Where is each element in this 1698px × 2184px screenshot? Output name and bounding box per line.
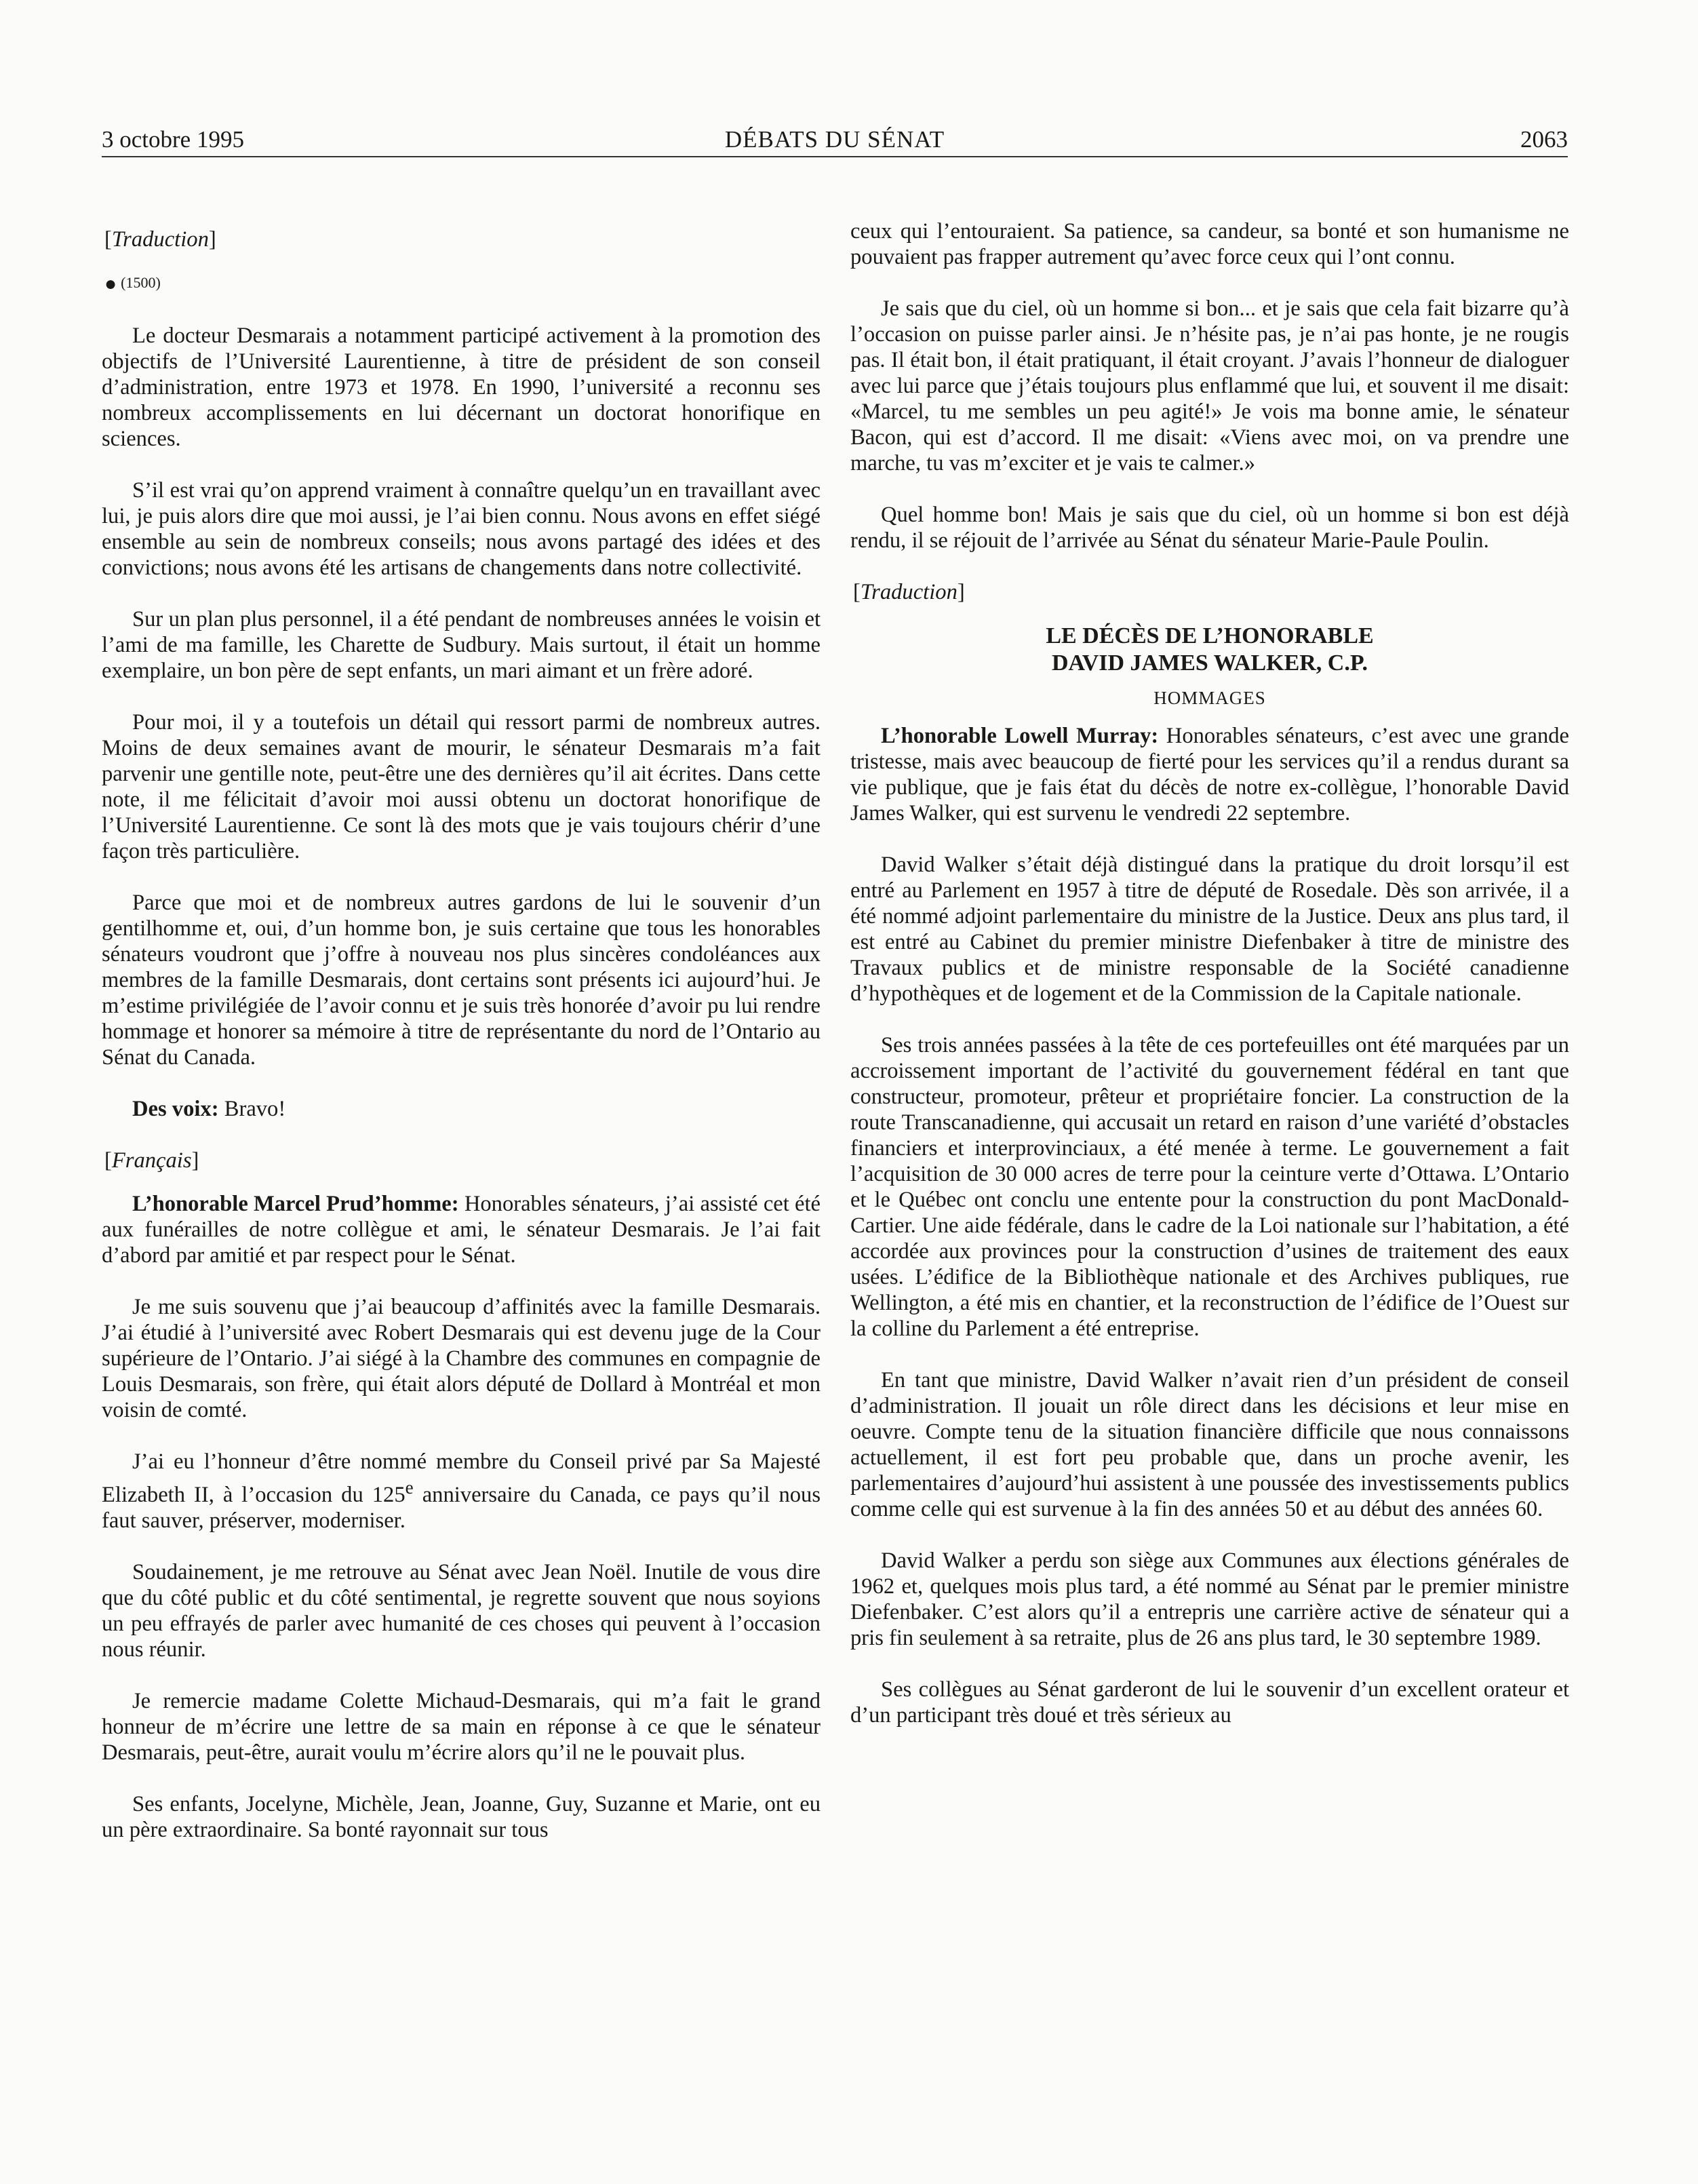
time-mark-text: (1500) <box>121 274 161 291</box>
paragraph: Le docteur Desmarais a notamment participé activement à la promotion des objectifs de l’Université Laurentienne, à titre de président de son conseil d’administration, entre 1973 et 1978. En 1990, l’université a reconnu ses nombreux accomplissements en lui décernant un doctorat honorifique en sciences. <box>102 323 821 451</box>
speech-text: Honorables sénateurs, j’ai assisté cet été aux funérailles de notre collègue et ami, le sénateur Desmarais. Je l’ai fait d’abord par amitié et par respect pour le Sénat. <box>102 1191 821 1268</box>
paragraph: Parce que moi et de nombreux autres gardons de lui le souvenir d’un gentilhomme et, oui, d’un homme bon, je suis certaine que tous les honorables sénateurs voudront que j’offre à nouveau nos plus sincères condoléances aux membres de la famille Desmarais, dont certains sont présents ici aujourd’hui. Je m’estime privilégiée de l’avoir connu et je suis très honorée d’avoir pu lui rendre hommage et honorer sa mémoire à titre de représentante du nord de l’Ontario au Sénat du Canada. <box>102 890 821 1070</box>
translation-tag: [Traduction] <box>853 580 965 604</box>
speaker-name: Des voix: <box>132 1096 219 1121</box>
speech-text: Bravo! <box>224 1096 286 1121</box>
paragraph-text: anniversaire du Canada, ce pays qu’il nous faut sauver, préserver, moderniser. <box>102 1482 821 1533</box>
translation-tag: [Traduction] <box>104 227 216 252</box>
heading-line: DAVID JAMES WALKER, C.P. <box>1051 650 1368 676</box>
section-heading <box>850 623 1569 677</box>
speaker-name: L’honorable Marcel Prud’homme: <box>132 1191 459 1216</box>
section-subheading: HOMMAGES <box>1153 688 1266 708</box>
right-column <box>850 218 1569 1754</box>
speech-paragraph <box>850 723 1569 826</box>
page-number: 2063 <box>1520 126 1568 153</box>
paragraph: Quel homme bon! Mais je sais que du ciel, où un homme si bon est déjà rendu, il se réjouit de l’arrivée au Sénat du sénateur Marie-Paule Poulin. <box>850 503 1569 553</box>
paragraph: Je remercie madame Colette Michaud-Desmarais, qui m’a fait le grand honneur de m’écrire une lettre de sa main en réponse à ce que le sénateur Desmarais, peut-être, aurait voulu m’écrire alors qu’il ne le pouvait plus. <box>102 1688 821 1765</box>
paragraph <box>102 1449 821 1534</box>
speech-paragraph <box>102 1191 821 1268</box>
paragraph: Je me suis souvenu que j’ai beaucoup d’affinités avec la famille Desmarais. J’ai étudié à l’université avec Robert Desmarais qui est devenu juge de la Cour supérieure de l’Ontario. J’ai siégé à la Chambre des communes en compagnie de Louis Desmarais, son frère, qui était alors député de Dollard à Montréal et mon voisin de comté. <box>102 1294 821 1422</box>
paragraph: David Walker a perdu son siège aux Communes aux élections générales de 1962 et, quelques mois plus tard, a été nommé au Sénat par le premier ministre Diefenbaker. C’est alors qu’il a entrepris une carrière active de sénateur qui a pris fin seulement à sa retraite, plus de 26 ans plus tard, le 30 septembre 1989. <box>850 1548 1569 1650</box>
paragraph: Ses collègues au Sénat garderont de lui le souvenir d’un excellent orateur et d’un participant très doué et très sérieux au <box>850 1677 1569 1728</box>
heading-line: LE DÉCÈS DE L’HONORABLE <box>1046 623 1374 648</box>
paragraph: David Walker s’était déjà distingué dans la pratique du droit lorsqu’il est entré au Parlement en 1957 à titre de député de Rosedale. Dès son arrivée, il a été nommé adjoint parlementaire du ministre de la Justice. Deux ans plus tard, il est entré au Cabinet du premier ministre Diefenbaker à titre de ministre des Travaux publics et de ministre responsable de la Société canadienne d’hypothèques et de logement et de la Commission de la Capitale nationale. <box>850 853 1569 1006</box>
language-tag: [Français] <box>104 1148 199 1173</box>
time-mark <box>104 270 821 297</box>
paragraph: Soudainement, je me retrouve au Sénat avec Jean Noël. Inutile de vous dire que du côté public et du côté sentimental, je regrette souvent que nous soyions un peu effrayés de parler avec humanité de ces choses qui peuvent à l’occasion nous réunir. <box>102 1559 821 1662</box>
paragraph: En tant que ministre, David Walker n’avait rien d’un président de conseil d’administration. Il jouait un rôle direct dans les décisions et leur mise en oeuvre. Compte tenu de la situation financière difficile que nous connaissons actuellement, il est fort peu probable que, dans un proche avenir, les parlementaires d’aujourd’hui assistent à une poussée des investissements publics comme celle qui est survenue à la fin des années 50 et au début des années 60. <box>850 1368 1569 1521</box>
speaker-name: L’honorable Lowell Murray: <box>881 724 1159 748</box>
paragraph: S’il est vrai qu’on apprend vraiment à connaître quelqu’un en travaillant avec lui, je puis alors dire que moi aussi, je l’ai bien connu. Nous avons en effet siégé ensemble au sein de nombreux conseils; nous avons partagé des idées et des convictions; nous avons été les artisans de changements dans notre collectivité. <box>102 477 821 580</box>
running-header <box>102 121 1568 157</box>
paragraph: ceux qui l’entouraient. Sa patience, sa candeur, sa bonté et son humanisme ne pouvaient pas frapper autrement qu’avec force ceux qui l’ont connu. <box>850 219 1569 269</box>
paragraph: Sur un plan plus personnel, il a été pendant de nombreuses années le voisin et l’ami de ma famille, les Charette de Sudbury. Mais surtout, il était un homme exemplaire, un bon père de sept enfants, un mari aimant et un frère adoré. <box>102 606 821 683</box>
paragraph: Je sais que du ciel, où un homme si bon... et je sais que cela fait bizarre qu’à l’occasion on puisse parler ainsi. Je n’hésite pas, je n’ai pas honte, je ne rougis pas. Il était bon, il était pratiquant, il était croyant. J’avais l’honneur de dialoguer avec lui parce que j’étais toujours plus enflammé que lui, et souvent il me disait: «Marcel, tu me sembles un peu agité!» Je vois ma bonne amie, le sénateur Bacon, qui est d’accord. Il me disait: «Viens avec moi, on va prendre une marche, tu vas m’exciter et je vais te calmer.» <box>850 296 1569 475</box>
left-column <box>102 217 821 1869</box>
paragraph: Ses trois années passées à la tête de ces portefeuilles ont été marquées par un accroissement important de l’activité du gouvernement fédéral en tant que constructeur, promoteur, prêteur et propriétaire foncier. La construction de la route Transcanadienne, qui accusait un retard en raison d’une variété d’obstacles financiers et interprovinciaux, a été menée à terme. Le gouvernement a fait l’acquisition de 30 000 acres de terre pour la ceinture verte d’Ottawa. L’Ontario et le Québec ont conclu une entente pour la construction du pont MacDonald-Cartier. Une aide fédérale, dans le cadre de la Loi nationale sur l’habitation, a été accordée aux provinces pour la construction d’usines de traitement des eaux usées. L’édifice de la Bibliothèque nationale et des Archives publiques, rue Wellington, a été mis en chantier, et la reconstruction de l’édifice de l’Ouest sur la colline du Parlement a été entreprise. <box>850 1033 1569 1341</box>
voices-paragraph <box>102 1096 821 1122</box>
translation-tag-text: Traduction <box>111 227 209 252</box>
speech-text: Honorables sénateurs, c’est avec une grande tristesse, mais avec beaucoup de fierté pour les services qu’il a rendus durant sa vie publique, que je fais état du décès de notre ex-collègue, l’honorable David James Walker, qui est survenu le vendredi 22 septembre. <box>850 724 1569 825</box>
header-date: 3 octobre 1995 <box>102 126 244 153</box>
superscript: e <box>405 1477 414 1498</box>
translation-tag-text: Traduction <box>860 580 957 604</box>
paragraph-text: J’ai eu l’honneur d’être nommé membre du Conseil privé par Sa Majesté Elizabeth II, à l’occasion du 125 <box>102 1449 821 1507</box>
paragraph: Pour moi, il y a toutefois un détail qui ressort parmi de nombreux autres. Moins de deux semaines avant de mourir, le sénateur Desmarais m’a fait parvenir une gentille note, peut-être une des dernières qu’il ait écrites. Dans cette note, il me félicitait d’avoir moi aussi obtenu un doctorat honorifique de l’Université Laurentienne. Ce sont là des mots que je vais toujours chérir d’une façon très particulière. <box>102 709 821 863</box>
language-tag-text: Français <box>111 1148 192 1173</box>
paragraph: Ses enfants, Jocelyne, Michèle, Jean, Joanne, Guy, Suzanne et Marie, ont eu un père extraordinaire. Sa bonté rayonnait sur tous <box>102 1791 821 1842</box>
header-title: DÉBATS DU SÉNAT <box>724 126 945 153</box>
bullet-icon: ● <box>104 272 117 295</box>
